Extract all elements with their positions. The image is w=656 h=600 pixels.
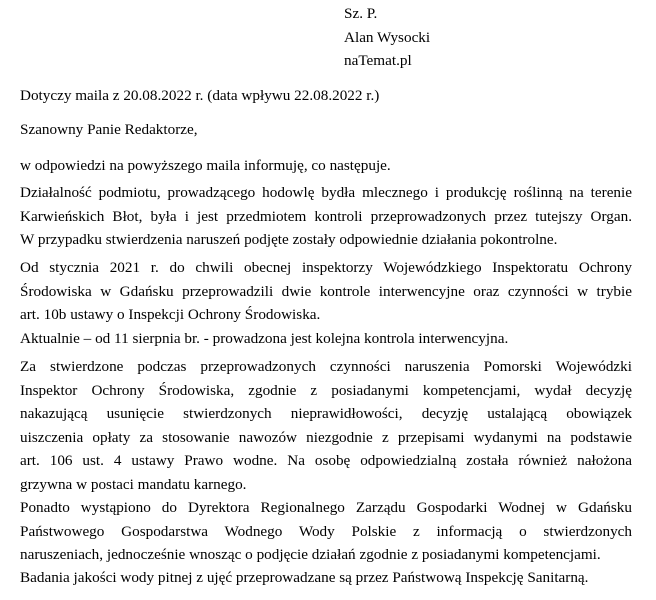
paragraph-line: Aktualnie – od 11 sierpnia br. - prowadzona jest kolejna kontrola interwencyjna.: [20, 329, 509, 347]
paragraph-decisions: [20, 355, 632, 567]
paragraph-line: naruszeniach, jednocześnie wnosząc o podjęcie działań zgodnie z posiadanymi kompetencjami.: [20, 546, 601, 563]
recipient-block: [344, 2, 430, 73]
recipient-honorific: Sz. P.: [344, 5, 378, 22]
paragraph-line: W przypadku stwierdzenia naruszeń podjęte zostały odpowiednie działania pokontrolne.: [20, 231, 558, 248]
salutation: Szanowny Panie Redaktorze,: [20, 121, 198, 138]
paragraph-line: uiszczenia opłaty za stosowanie nawozów niezgodnie z przepisami wydanymi na podstawie: [20, 428, 632, 446]
paragraph-line: Państwowego Gospodarstwa Wodnego Wody Polskie z informacją o stwierdzonych: [20, 522, 632, 540]
paragraph-line: Karwieńskich Błot, była i jest przedmiotem kontroli przeprowadzonych przez tutejszy Organ.: [20, 207, 632, 225]
recipient-name: Alan Wysocki: [344, 28, 431, 46]
paragraph-controls: [20, 256, 632, 350]
intro-sentence: w odpowiedzi na powyższego maila informuję, co następuje.: [20, 157, 391, 174]
paragraph-inspections: [20, 181, 632, 252]
reference-line: Dotyczy maila z 20.08.2022 r. (data wpływu 22.08.2022 r.): [20, 87, 380, 104]
paragraph-line: Środowiska w Gdańsku przeprowadzili dwie kontrole interwencyjne oraz czynności w trybie: [20, 282, 632, 300]
paragraph-line: art. 106 ust. 4 ustawy Prawo wodne. Na osobę odpowiedzialną została również nałożona: [20, 452, 632, 469]
paragraph-line: grzywna w postaci mandatu karnego.: [20, 475, 247, 493]
closing-sentence: Badania jakości wody pitnej z ujęć przeprowadzane są przez Państwową Inspekcję Sanitarną.: [20, 569, 589, 586]
paragraph-line: art. 10b ustawy o Inspekcji Ochrony Środowiska.: [20, 306, 321, 323]
paragraph-line: Inspektor Ochrony Środowiska, zgodnie z posiadanymi kompetencjami, wydał decyzję: [20, 381, 632, 399]
paragraph-line: Ponadto wystąpiono do Dyrektora Regionalnego Zarządu Gospodarki Wodnej w Gdańsku: [20, 499, 632, 516]
paragraph-line: Działalność podmiotu, prowadzącego hodowlę bydła mlecznego i produkcję roślinną na terenie: [20, 184, 632, 201]
paragraph-line: nakazującą usunięcie stwierdzonych nieprawidłowości, decyzję ustalającą obowiązek: [20, 405, 632, 422]
recipient-outlet: naTemat.pl: [344, 52, 412, 69]
paragraph-line: Za stwierdzone podczas przeprowadzonych czynności naruszenia Pomorski Wojewódzki: [20, 358, 632, 375]
paragraph-line: Od stycznia 2021 r. do chwili obecnej inspektorzy Wojewódzkiego Inspektoratu Ochrony: [20, 259, 632, 276]
